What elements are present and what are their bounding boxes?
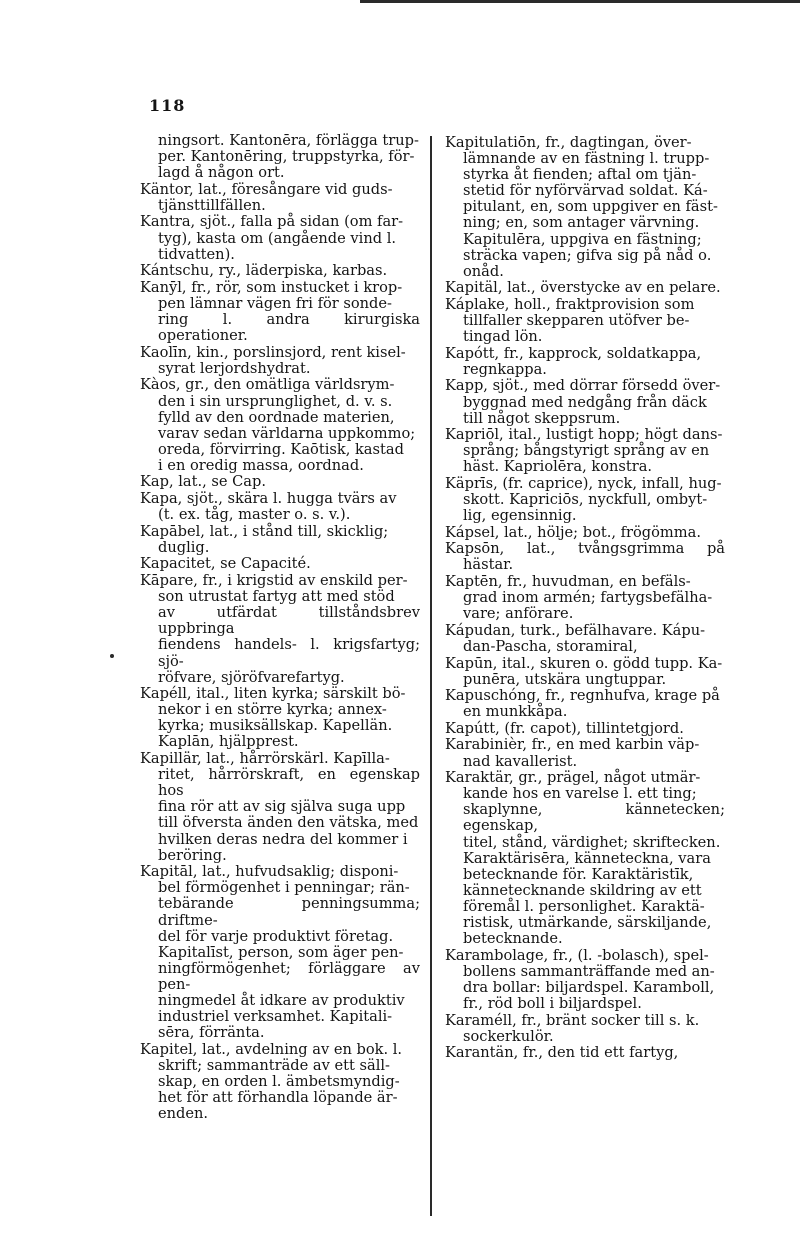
dictionary-entry: Kapacitet, se Capacité. xyxy=(140,555,311,573)
dictionary-entry: Kapābel, lat., i stånd till, skicklig; duglig. xyxy=(140,522,389,556)
dictionary-entry: Kapitāl, lat., hufvudsaklig; disponi- bel förmögenhet i penningar; rän- tebärande penningsumma; driftme- del för varje produktivt företag. Kapitalīst, person, som äger pen- ningförmögenhet; förläggare av pen- ningmedel åt idkare av produktiv industriel verksamhet. Kapitali- sēra, förränta. xyxy=(140,863,420,1042)
dictionary-entry: Kapūn, ital., skuren o. gödd tupp. Ka- punēra, utskära ungtuppar. xyxy=(445,654,723,688)
page-number: 118 xyxy=(149,96,186,115)
dictionary-entry: Karantän, fr., den tid ett fartyg, xyxy=(445,1044,679,1062)
dictionary-entry: Karambolage, fr., (l. -bolasch), spel- bollens sammanträffande med an- dra bollar: biljardspel. Karamboll, fr., röd boll i biljardspel. xyxy=(445,946,715,1012)
dictionary-entry: Käntor, lat., föresångare vid guds- tjänsttillfällen. xyxy=(140,180,393,214)
dictionary-entry: Kapéll, ital., liten kyrka; särskilt bö- nekor i en större kyrka; annex- kyrka; musiksällskap. Kapellän. Kaplān, hjälpprest. xyxy=(140,685,406,751)
dictionary-entry: Kántschu, ry., läderpiska, karbas. xyxy=(140,262,388,280)
dictionary-entry: Karaktär, gr., prägel, något utmär- kande hos en varelse l. ett ting; skaplynne, kännetecken; egenskap, titel, stånd, värdighet; skriftecken. Karaktärisēra, känneteckna, vara betecknande för. Karaktäristīk, kännetecknande skildring av ett föremål l. personlighet. Karaktä- ristisk, utmärkande, särskiljande, betecknande. xyxy=(445,769,725,948)
dictionary-entry: Kapótt, fr., kapprock, soldatkappa, regnkappa. xyxy=(445,344,702,378)
dictionary-entry: Kapuschóng, fr., regnhufva, krage på en munkkåpa. xyxy=(445,687,720,721)
dictionary-entry: Käprīs, (fr. caprice), nyck, infall, hug- skott. Kapriciōs, nyckfull, ombyt- lig, egensinnig. xyxy=(445,474,722,525)
dictionary-entry: Kàos, gr., den omätliga världsrym- den i sin ursprunglighet, d. v. s. fylld av den oordnade materien, varav sedan världarna uppkommo; oreda, förvirring. Kaōtisk, kastad i en oredig massa, oordnad. xyxy=(140,376,416,474)
dictionary-entry: Kápsel, lat., hölje; bot., frögömma. xyxy=(445,523,701,541)
dictionary-entry: Kantra, sjöt., falla på sidan (om far- tyg), kasta om (angående vind l. tidvatten). xyxy=(140,213,404,263)
top-rule xyxy=(360,0,800,3)
dictionary-entry: Kapútt, (fr. capot), tillintetgjord. xyxy=(445,719,684,737)
dictionary-entry: Káplake, holl., fraktprovision som tillfaller skepparen utöfver be- tingad lön. xyxy=(445,295,695,346)
column-divider xyxy=(430,136,432,1216)
dictionary-entry: Kapitäl, lat., överstycke av en pelare. xyxy=(445,279,721,297)
margin-dot xyxy=(110,654,114,658)
dictionary-entry: Karaméll, fr., bränt socker till s. k. sockerkulör. xyxy=(445,1011,700,1045)
dictionary-entry: Kapa, sjöt., skära l. hugga tvärs av (t. ex. tåg, master o. s. v.). xyxy=(140,490,397,524)
dictionary-entry: Kapillär, lat., hårrörskärl. Kapīlla- ritet, hårrörskraft, en egenskap hos fina rör att av sig själva suga upp till öfversta änden den vätska, med hvilken deras nedra del kommer i beröring. xyxy=(140,750,420,864)
dictionary-entry: Kapitulatiōn, fr., dagtingan, över- lämnande av en fästning l. trupp- styrka åt fienden; aftal om tjän- stetid för nyförvärvad soldat. Ká- pitulant, en, som uppgiver en fäst- ning; en, som antager värvning. Kapitulēra, uppgiva en fästning; sträcka vapen; gifva sig på nåd o. onåd. xyxy=(445,134,718,280)
dictionary-entry: Kapsōn, lat., tvångsgrimma på hästar. xyxy=(445,540,725,574)
dictionary-entry: Kapitel, lat., avdelning av en bok. l. skrift; sammanträde av ett säll- skap, en orden l. ämbetsmyndig- het för att förhandla löpande är- enden. xyxy=(140,1040,403,1123)
right-column xyxy=(445,135,725,1062)
dictionary-entry: Kaolīn, kin., porslinsjord, rent kisel- syrat lerjordshydrat. xyxy=(140,343,406,377)
dictionary-entry: Kāpare, fr., i krigstid av enskild per- son utrustat fartyg att med stöd av utfärdat tillståndsbrev uppbringa fiendens handels- l. krigsfartyg; sjö- röfvare, sjöröfvarefartyg. xyxy=(140,572,420,686)
dictionary-entry: Kápudan, turk., befälhavare. Kápu- dan-Pascha, storamiral, xyxy=(445,621,706,655)
dictionary-entry: Kaptēn, fr., huvudman, en befäls- grad inom armén; fartygsbefälha- vare; anförare. xyxy=(445,573,713,623)
dictionary-entry: Kanȳl, fr., rör, som instucket i krop- pen lämnar vägen fri för sonde- ring l. andra kirurgiska operationer. xyxy=(140,278,420,345)
dictionary-entry: Kap, lat., se Cap. xyxy=(140,473,266,491)
dictionary-entry: Kapriōl, ital., lustigt hopp; högt dans- språng; bångstyrigt språng av en häst. Kapriolēra, konstra. xyxy=(445,426,723,476)
dictionary-entry: ningsort. Kantonēra, förlägga trup- per. Kantonēring, truppstyrka, för- lagd å någon ort. xyxy=(158,132,419,182)
dictionary-entry: Kapp, sjöt., med dörrar försedd över- byggnad med nedgång från däck till något skeppsrum. xyxy=(445,377,721,427)
dictionary-entry: Karabinièr, fr., en med karbin väp- nad kavallerist. xyxy=(445,736,700,770)
left-column xyxy=(140,133,420,1123)
